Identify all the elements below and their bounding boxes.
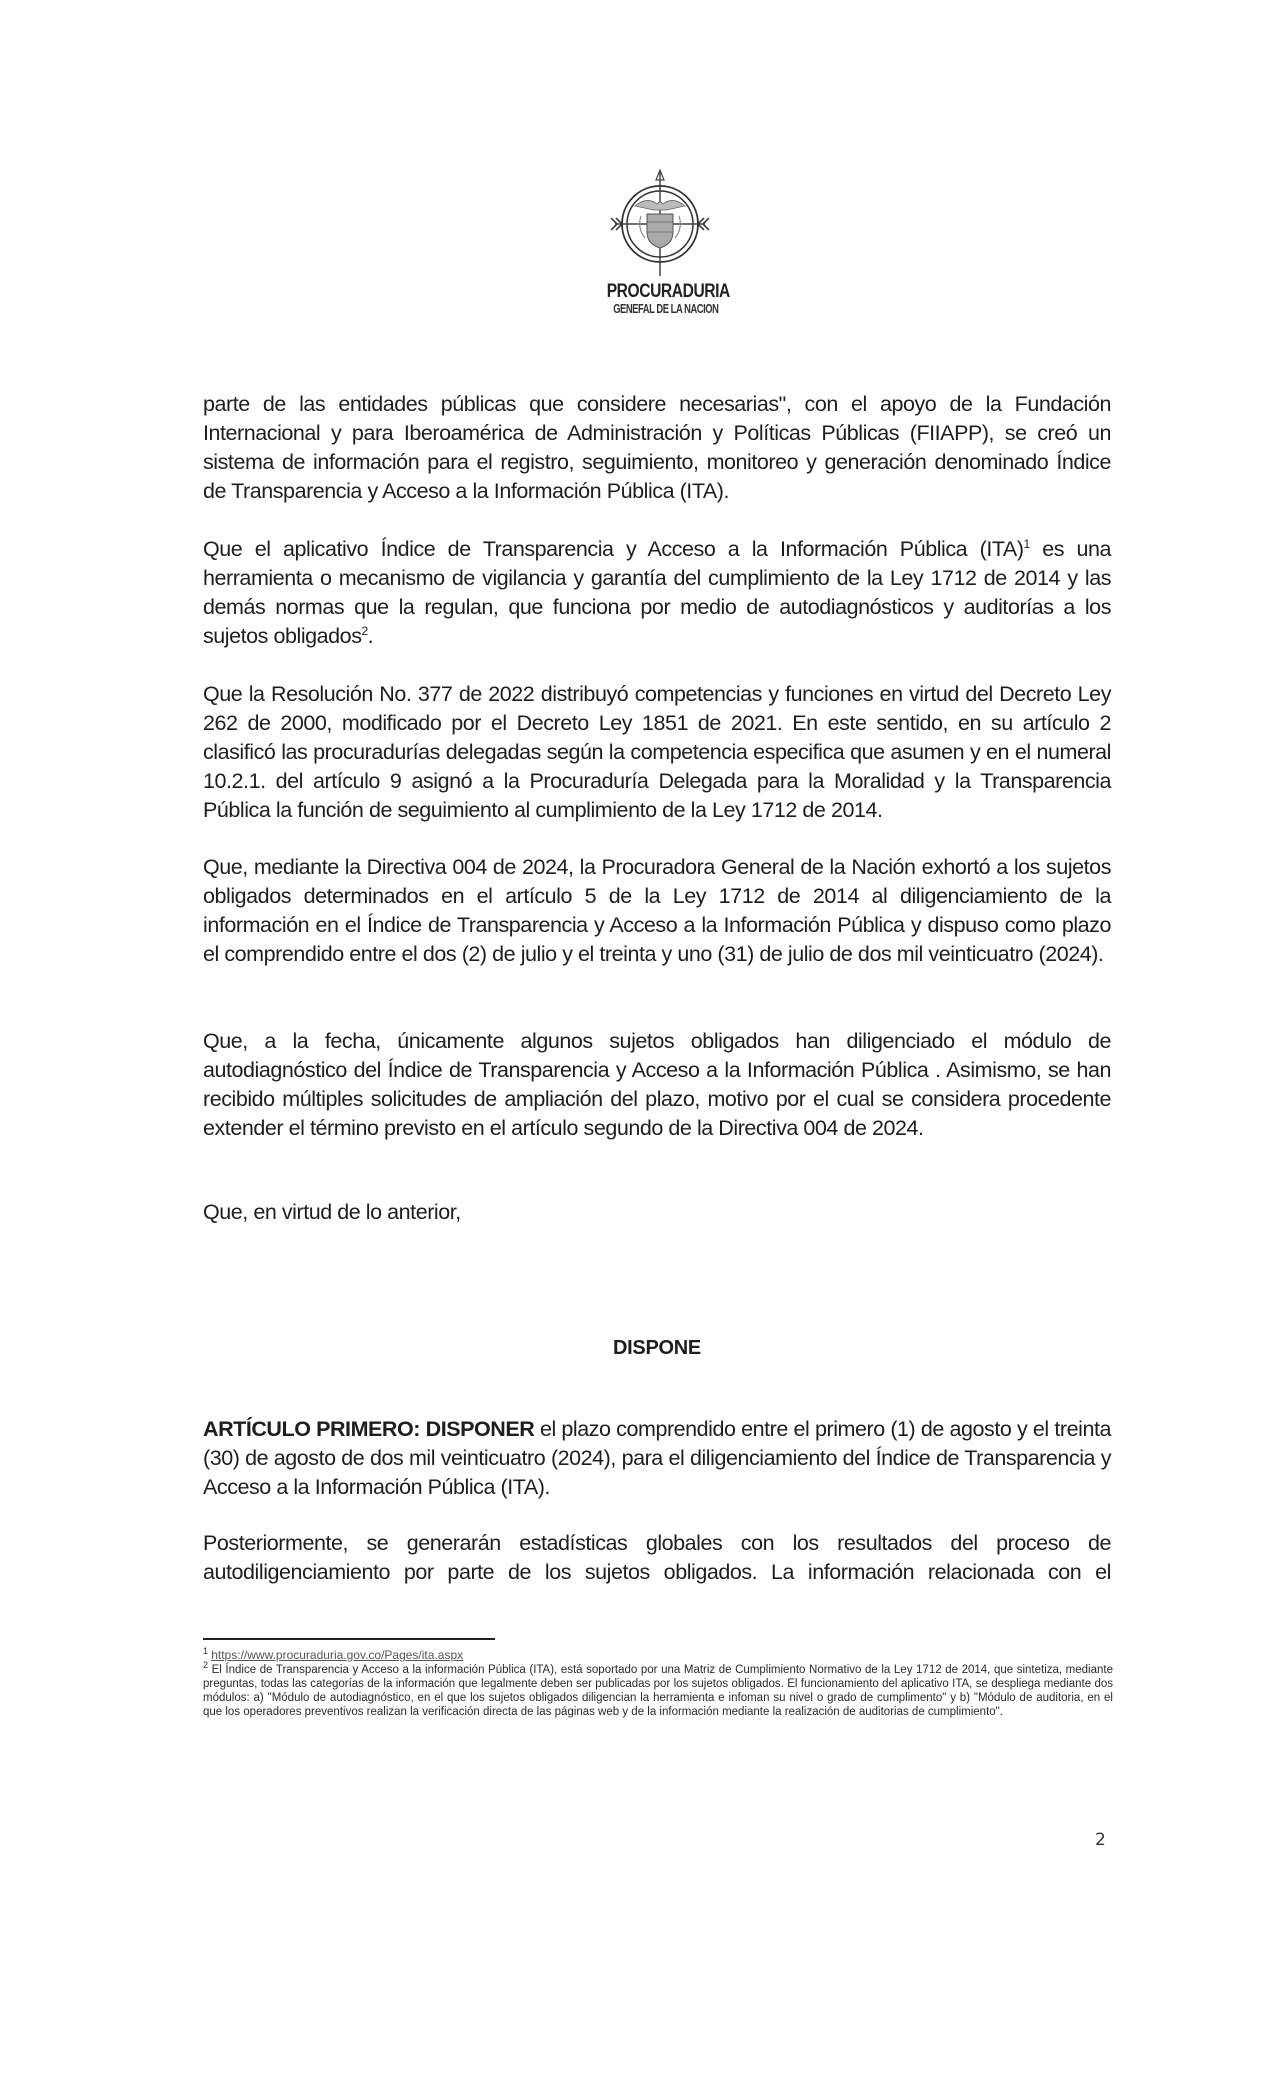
paragraph-5: Que, a la fecha, únicamente algunos sujetos obligados han diligenciado el módulo de autodiagnóstico del Índice de Transparencia y Acceso a la Información Pública . Asimismo, se han recibido múltiples solicitudes de ampliación del plazo, motivo por el cual se considera procedente extender el término previsto en el artículo segundo de la Directiva 004 de 2024. [203, 1029, 1111, 1140]
article-label: ARTÍCULO PRIMERO: [203, 1417, 420, 1441]
paragraph-2-text-a: Que el aplicativo Índice de Transparencia y Acceso a la Información Pública (ITA) [203, 537, 1024, 561]
closing-paragraph: Posteriormente, se generarán estadísticas globales con los resultados del proceso de autodiligenciamiento por parte de los sujetos obligados. La información relacionada con el [203, 1531, 1111, 1584]
logo-title: PROCURADURIA [606, 281, 730, 302]
section-heading-dispone: DISPONE [613, 1337, 701, 1359]
paragraph-2-text-b: es una herramienta o mecanismo de vigilancia y garantía del cumplimiento de la Ley 1712 de 2014 y las demás normas que la regulan, que funciona por medio de autodiagnósticos y auditorías a los sujetos obligados [203, 537, 1111, 648]
footnote-1-link[interactable]: https://www.procuraduria.gov.co/Pages/ita.aspx [211, 1648, 464, 1662]
article-text: el plazo comprendido entre el primero (1) de agosto y el treinta (30) de agosto de dos mil veinticuatro (2024), para el diligenciamiento del Índice de Transparencia y Acceso a la Información Pública (ITA). [203, 1417, 1111, 1499]
article-verb: DISPONER [425, 1417, 535, 1441]
institution-logo [595, 168, 730, 328]
footnote-2 [203, 1660, 1113, 1719]
document-body [203, 390, 1111, 1630]
logo-subtitle: GENEFAL DE LA NACION [613, 301, 719, 316]
coat-of-arms-compass-icon [595, 168, 725, 278]
paragraph-4: Que, mediante la Directiva 004 de 2024, la Procuradora General de la Nación exhortó a los sujetos obligados determinados en el artículo 5 de la Ley 1712 de 2014 al diligenciamiento de la información en el Índice de Transparencia y Acceso a la Información Pública y dispuso como plazo el comprendido entre el dos (2) de julio y el treinta y uno (31) de julio de dos mil veinticuatro (2024). [203, 855, 1111, 966]
footnote-ref-1[interactable]: 1 [1023, 536, 1030, 551]
footnote-2-text: El Índice de Transparencia y Acceso a la información Pública (ITA), está soportado por una Matriz de Cumplimiento Normativo de la Ley 1712 de 2014, que sintetiza, mediante preguntas, todas las categorías de la información que legalmente deben ser publicadas por los sujetos obligados. El funcionamiento del aplicativo ITA, se despliega mediante dos módulos: a) "Módulo de autodiagnóstico, en el que los sujetos obligados diligencian la herramienta e infoman su nivel o grado de cumplimento" y b) "Módulo de auditoria, en el que los operadores preventivos realizan la verificación directa de las páginas web y de la información mediante la realización de auditorias de cumplimiento". [203, 1664, 1113, 1718]
footnote-2-number: 2 [203, 1660, 209, 1671]
article-primero [203, 1415, 1111, 1502]
footnote-ref-2[interactable]: 2 [361, 623, 368, 638]
paragraph-2 [203, 535, 1111, 651]
paragraph-1: parte de las entidades públicas que considere necesarias", con el apoyo de la Fundación Internacional y para Iberoamérica de Administración y Políticas Públicas (FIIAPP), se creó un sistema de información para el registro, seguimiento, monitoreo y generación denominado Índice de Transparencia y Acceso a la Información Pública (ITA). [203, 392, 1111, 503]
page-number: 2 [1095, 1830, 1106, 1850]
footnote-separator [203, 1638, 495, 1640]
paragraph-3: Que la Resolución No. 377 de 2022 distribuyó competencias y funciones en virtud del Decreto Ley 262 de 2000, modificado por el Decreto Ley 1851 de 2021. En este sentido, en su artículo 2 clasificó las procuradurías delegadas según la competencia especifica que asumen y en el numeral 10.2.1. del artículo 9 asignó a la Procuraduría Delegada para la Moralidad y la Transparencia Pública la función de seguimiento al cumplimiento de la Ley 1712 de 2014. [203, 682, 1111, 822]
footnote-1-number: 1 [203, 1646, 209, 1657]
paragraph-6: Que, en virtud de lo anterior, [203, 1200, 461, 1224]
footnote-1 [203, 1648, 1113, 1663]
paragraph-2-text-end: . [367, 624, 374, 648]
footnotes [203, 1648, 1113, 1719]
